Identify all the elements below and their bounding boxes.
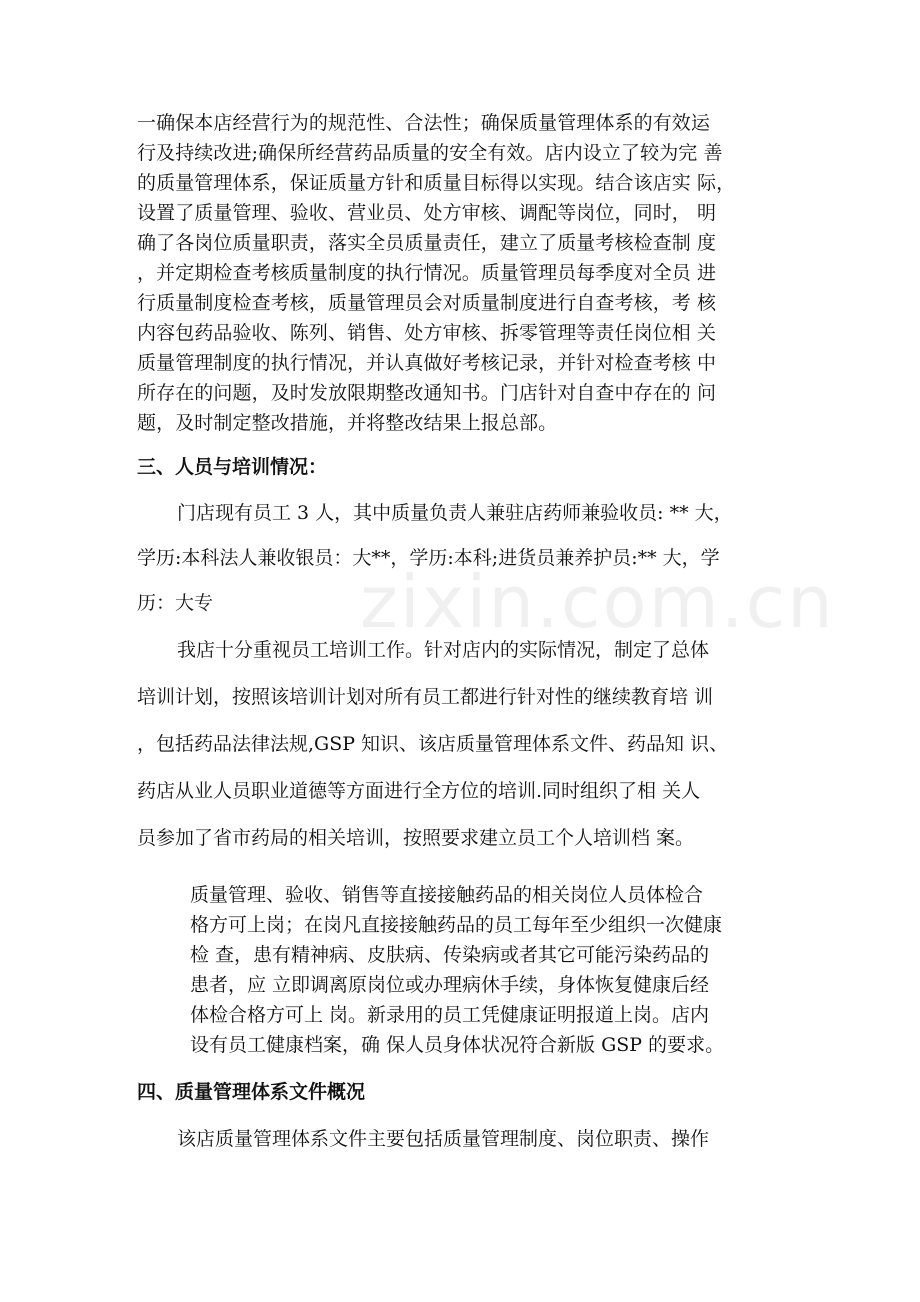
text-line: ，并定期检查考核质量制度的执行情况。质量管理员每季度对全员 进	[137, 262, 717, 284]
text-line: 体检合格方可上 岗。新录用的员工凭健康证明报道上岗。店内	[190, 1004, 710, 1026]
text-line: 设置了质量管理、验收、营业员、处方审核、调配等岗位，同时， 明	[137, 202, 717, 224]
text-line: 培训计划，按照该培训计划对所有员工都进行针对性的继续教育培 训	[137, 686, 714, 708]
text-line: 历：大专	[137, 592, 214, 614]
text-line: 学历:本科法人兼收银员：大**，学历:本科;进货员兼养护员:** 大，学	[137, 547, 720, 569]
text-line: 行及持续改进;确保所经营药品质量的安全有效。店内设立了较为完 善	[137, 142, 723, 164]
text-line: 我店十分重视员工培训工作。针对店内的实际情况，制定了总体	[177, 639, 710, 661]
text-line: 该店质量管理体系文件主要包括质量管理制度、岗位职责、操作	[177, 1128, 710, 1150]
text-line: ，包括药品法律法规,GSP 知识、该店质量管理体系文件、药品知 识、	[137, 733, 729, 755]
section-heading-documents: 四、质量管理体系文件概况	[137, 1081, 366, 1103]
text-line: 设有员工健康档案，确 保人员身体状况符合新版 GSP 的要求。	[190, 1034, 725, 1056]
text-line: 检 查，患有精神病、皮肤病、传染病或者其它可能污染药品的	[190, 944, 710, 966]
text-line: 门店现有员工 3 人，其中质量负责人兼驻店药师兼验收员: ** 大，	[177, 502, 733, 524]
watermark: zixin.com.cn	[360, 560, 835, 644]
text-line: 质量管理制度的执行情况，并认真做好考核记录，并针对检查考核 中	[137, 352, 717, 374]
text-line: 行质量制度检查考核，质量管理员会对质量制度进行自查考核，考 核	[137, 292, 717, 314]
text-line: 患者，应 立即调离原岗位或办理病休手续，身体恢复健康后经	[190, 974, 710, 996]
text-line: 内容包药品验收、陈列、销售、处方审核、拆零管理等责任岗位相 关	[137, 322, 717, 344]
text-line: 格方可上岗；在岗凡直接接触药品的员工每年至少组织一次健康	[190, 914, 723, 936]
text-line: 的质量管理体系，保证质量方针和质量目标得以实现。结合该店实 际，	[137, 172, 736, 194]
text-line: 药店从业人员职业道德等方面进行全方位的培训.同时组织了相 关人	[137, 780, 701, 802]
text-line: 确了各岗位质量职责，落实全员质量责任，建立了质量考核检查制 度	[137, 232, 717, 254]
text-line: 员参加了省市药局的相关培训，按照要求建立员工个人培训档 案。	[137, 827, 695, 849]
text-line: 所存在的问题，及时发放限期整改通知书。门店针对自查中存在的 问	[137, 382, 717, 404]
text-line: 题，及时制定整改措施，并将整改结果上报总部。	[137, 412, 558, 434]
text-line: 质量管理、验收、销售等直接接触药品的相关岗位人员体检合	[190, 884, 704, 906]
text-line: 一确保本店经营行为的规范性、合法性；确保质量管理体系的有效运	[137, 112, 711, 134]
section-heading-personnel: 三、人员与培训情况：	[137, 456, 328, 478]
